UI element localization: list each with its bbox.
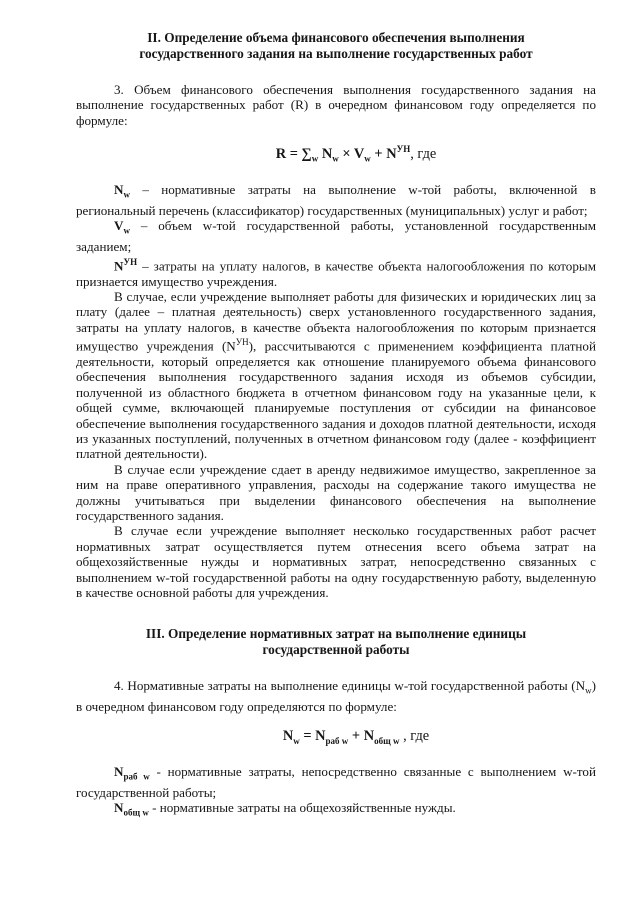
definition-nun [76,255,596,289]
section-3-heading-line-1: III. Определение нормативных затрат на выполнение единицы [145,626,527,642]
formula-nw-tail: , где [399,727,430,744]
paragraph-4-part-1: 4. Нормативные затраты на выполнение единицы w-той государственной работы (N [114,678,586,694]
formula-nw-rab-sub: раб w [325,735,349,746]
definition-nw [76,182,596,218]
definition-rab-text: - нормативные затраты, непосредственно связанные с выполнением w-той государственной работы; [76,763,596,800]
definition-rab-symbol: N [114,763,124,779]
section-3-heading-line-2: государственной работы [262,642,410,658]
section-2-heading-line-2: государственного задания на выполнение государственных работ [139,46,533,61]
formula-r-plus: + N [370,146,397,163]
formula-nw-plus: + N [348,727,375,744]
definition-rab [76,764,596,800]
paragraph-paid-activity-part-2: ), рассчитываются с применением коэффициента платной деятельности, который определяется как отношение планируемого объема финансового обеспечения выполнения государственного задания исходя из объемов субсидии, полученной из областного бюджета в отчетном финансовом году на указанные цели, к общей сумме, включающей планируемые поступления от субсидии на финансовое обеспечение выполнения государственного задания и доходов платной деятельности, исходя из указанных поступлений, полученных в отчетном финансовом году (далее - коэффициент платной деятельности). [76,338,596,462]
formula-r-tail: , где [410,146,437,163]
formula-r-v-sub: w [364,153,371,164]
definition-obsh-text: - нормативные затраты на общехозяйственные нужды. [148,800,456,816]
definition-vw [76,218,596,254]
formula-nw-n1: N [282,727,294,744]
paragraph-3: 3. Объем финансового обеспечения выполнения государственного задания на выполнение государственных работ (R) в очередном финансовом году определяется по формуле: [76,82,596,128]
definition-vw-symbol: V [114,218,124,234]
definition-obsh-symbol: N [114,800,124,816]
definition-vw-text: – объем w-той государственной работы, установленной государственным заданием; [76,218,596,255]
formula-nw-eq: = N [299,727,326,744]
definition-nun-text: – затраты на уплату налогов, в качестве объекта налогообложения по которым признается имущество учреждения. [76,258,596,289]
definition-vw-sub: w [123,225,130,236]
definition-nun-sup: УН [123,256,138,267]
definition-nw-text: – нормативные затраты на выполнение w-той работы, включенной в региональный перечень (классификатор) государственных (муниципальных) услуг и работ; [76,181,596,218]
document-page [76,30,596,821]
section-spacer [76,612,596,626]
section-3-heading [76,626,596,658]
definition-nw-sub: w [123,189,130,200]
formula-r-nun-sup: УН [396,144,411,155]
formula-nw [116,727,596,750]
formula-nw-obsh-sub: общ w [374,735,400,746]
paragraph-rent: В случае если учреждение сдает в аренду недвижимое имущество, закрепленное за ним на праве оперативного управления, расходы на содержание такого имущества не должны учитываться при выделении финансового обеспечения на выполнение государственного задания. [76,461,596,523]
formula-r [116,140,596,168]
formula-nw-n1-sub: w [293,735,300,746]
definition-obsh [76,800,596,821]
formula-r-n-sub: w [332,153,339,164]
definition-obsh-sub: общ w [123,807,149,818]
formula-r-lhs: R = ∑ [275,146,312,163]
formula-r-sum-sub: w [311,153,319,164]
paragraph-paid-activity [76,289,596,462]
definition-nw-symbol: N [114,181,124,197]
paragraph-4-sub: w [585,686,592,696]
formula-r-times: × V [338,146,365,163]
paragraph-4-part-2: ) в очередном финансовом году определяются по формуле: [76,678,596,715]
definition-rab-sub: раб w [123,771,150,782]
paragraph-paid-activity-part-1: В случае, если учреждение выполняет работы для физических и юридических лиц за плату (далее – платная деятельность) сверх установленного государственного задания, затраты на уплату налогов, в качестве объекта налогообложения по которым признается имущество учреждения (N [76,288,596,354]
section-2-heading [76,30,596,62]
paragraph-paid-activity-sup: УН [235,337,249,348]
definition-nun-symbol: N [114,258,124,274]
section-2-heading-line-1: II. Определение объема финансового обеспечения выполнения [147,30,525,45]
paragraph-several-works: В случае если учреждение выполняет несколько государственных работ расчет нормативных затрат осуществляется путем отнесения всего объема затрат на общехозяйственные нужды и нормативных затрат, непосредственно связанных с выполнением w-той государственной работы на одну государственную работу, выделенную в качестве основной работы для учреждения. [76,523,596,600]
paragraph-4 [76,678,596,714]
formula-r-n: N [321,146,333,163]
